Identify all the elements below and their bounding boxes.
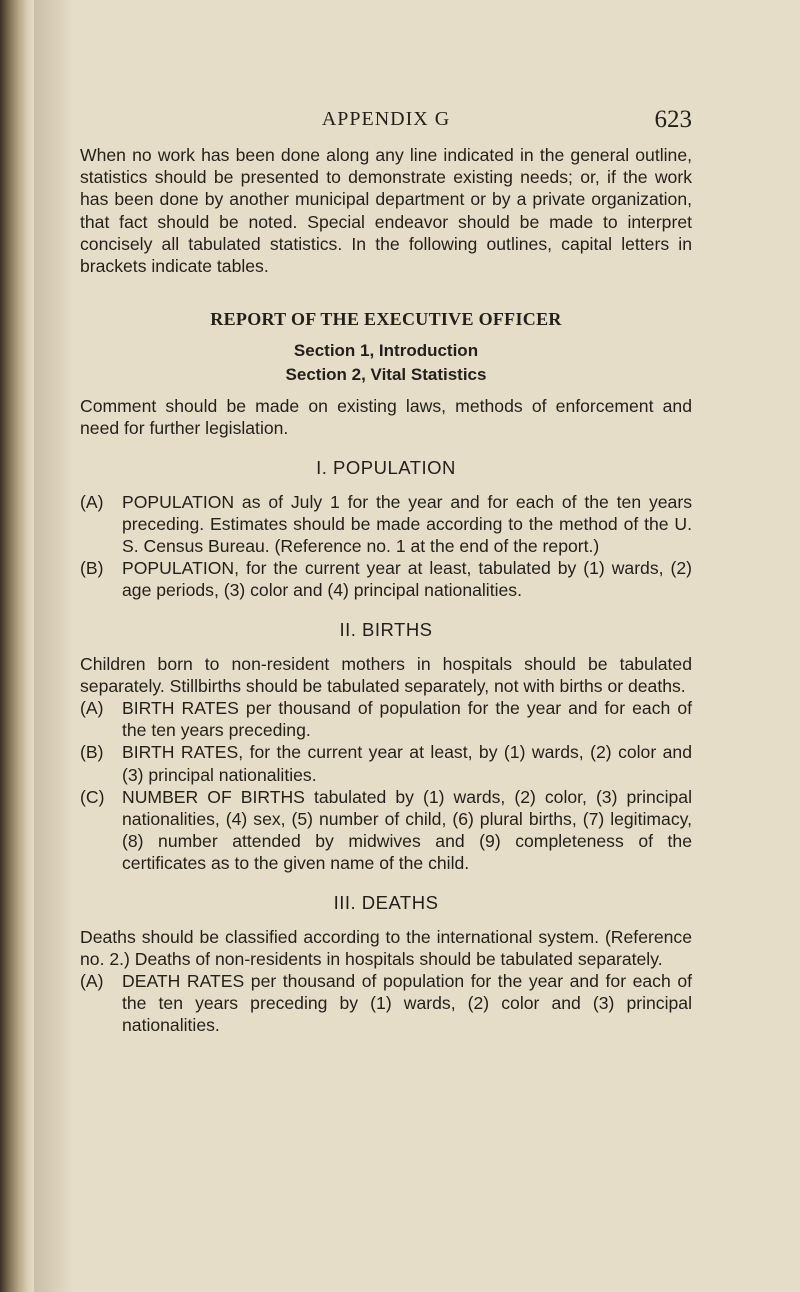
running-title: APPENDIX G [321,108,451,130]
item-text: NUMBER OF BIRTHS tabulated by (1) wards, (2) color, (3) principal nationalities, (4) sex, (5) number of child, (6) plural births, (7) legitimacy, (8) number attended by midwives and (9) completeness of the certificates as to the given name of the child. [122,786,692,874]
population-heading: I. POPULATION [316,456,456,478]
births-heading: II. BIRTHS [339,618,433,640]
item-label: (A) [80,698,104,719]
page-content [80,108,692,1037]
section-1-heading: Section 1, Introduction [293,341,479,361]
births-item-c [80,786,692,875]
comment-paragraph: Comment should be made on existing laws, methods of enforcement and need for further legislation. [80,396,692,439]
deaths-heading: III. DEATHS [333,891,439,913]
item-text: BIRTH RATES, for the current year at least, by (1) wards, (2) color and (3) principal nationalities. [122,742,692,785]
item-label: (B) [80,742,104,763]
gutter-shade [34,0,74,1292]
population-item-b [80,557,692,601]
births-item-b [80,741,692,785]
item-text: POPULATION as of July 1 for the year and for each of the ten years preceding. Estimates should be made according to the method of the U. S. Census Bureau. (Reference no. 1 at the end of the report.) [122,491,692,557]
item-label: (A) [80,491,104,512]
item-text: BIRTH RATES per thousand of population for the year and for each of the ten years preceding. [122,698,692,741]
item-label: (C) [80,786,105,807]
population-item-a [80,491,692,558]
section-2-heading: Section 2, Vital Statistics [285,365,487,385]
births-intro: Children born to non-resident mothers in hospitals should be tabulated separately. Stillbirths should be tabulated separately, not with births or deaths. [80,653,692,696]
report-title: REPORT OF THE EXECUTIVE OFFICER [210,309,562,330]
intro-paragraph: When no work has been done along any line indicated in the general outline, statistics should be presented to demonstrate existing needs; or, if the work has been done by another municipal department or by a private organization, that fact should be noted. Special endeavor should be made to interpret concisely all tabulated statistics. In the following outlines, capital letters in brackets indicate tables. [80,145,692,277]
item-label: (A) [80,971,104,992]
running-head [80,108,692,144]
deaths-intro: Deaths should be classified according to the international system. (Reference no. 2.) Deaths of non-residents in hospitals should be tabulated separately. [80,926,692,969]
item-text: DEATH RATES per thousand of population for the year and for each of the ten years preceding by (1) wards, (2) color and (3) principal nationalities. [122,971,692,1036]
book-spine-shadow [0,0,34,1292]
item-label: (B) [80,558,104,579]
page-number: 623 [654,106,692,133]
deaths-item-a [80,970,692,1037]
item-text: POPULATION, for the current year at least, tabulated by (1) wards, (2) age periods, (3) color and (4) principal nationalities. [122,558,692,601]
births-item-a [80,697,692,741]
